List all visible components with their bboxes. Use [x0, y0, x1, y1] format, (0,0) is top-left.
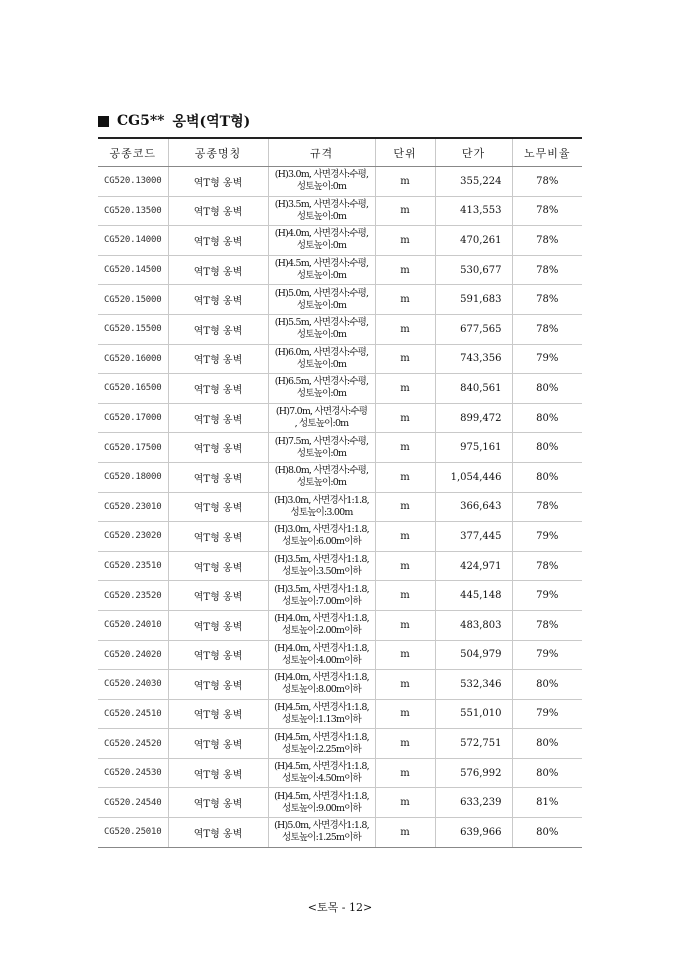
cell-price: 639,966	[435, 818, 512, 848]
cell-name: 역T형 옹벽	[168, 670, 268, 700]
table-row	[98, 344, 582, 374]
cell-price: 572,751	[435, 729, 512, 759]
cell-unit: m	[375, 492, 435, 522]
cell-name: 역T형 옹벽	[168, 344, 268, 374]
cell-name: 역T형 옹벽	[168, 374, 268, 404]
cell-price: 470,261	[435, 226, 512, 256]
cell-code: CG520.24010	[98, 610, 168, 640]
cell-price: 1,054,446	[435, 462, 512, 492]
table-row	[98, 374, 582, 404]
cell-spec: (H)3.5m, 사면경사:수평, 성토높이:0m	[268, 196, 375, 226]
cell-unit: m	[375, 581, 435, 611]
cell-price: 840,561	[435, 374, 512, 404]
header-unit: 단위	[375, 138, 435, 167]
header-labor-ratio: 노무비율	[512, 138, 582, 167]
cell-labor-ratio: 79%	[512, 581, 582, 611]
cell-name: 역T형 옹벽	[168, 640, 268, 670]
cell-price: 677,565	[435, 314, 512, 344]
cell-labor-ratio: 79%	[512, 640, 582, 670]
cell-code: CG520.13500	[98, 196, 168, 226]
cell-name: 역T형 옹벽	[168, 758, 268, 788]
table-row	[98, 462, 582, 492]
cell-price: 591,683	[435, 285, 512, 315]
table-row	[98, 699, 582, 729]
cell-unit: m	[375, 551, 435, 581]
cell-unit: m	[375, 818, 435, 848]
cell-price: 743,356	[435, 344, 512, 374]
cell-unit: m	[375, 640, 435, 670]
cell-price: 530,677	[435, 255, 512, 285]
table-row	[98, 581, 582, 611]
cell-name: 역T형 옹벽	[168, 551, 268, 581]
header-spec: 규격	[268, 138, 375, 167]
cell-code: CG520.17500	[98, 433, 168, 463]
cell-name: 역T형 옹벽	[168, 581, 268, 611]
cell-price: 355,224	[435, 167, 512, 197]
cell-spec: (H)4.0m, 사면경사1:1.8, 성토높이:8.00m이하	[268, 670, 375, 700]
cell-code: CG520.16500	[98, 374, 168, 404]
cell-labor-ratio: 80%	[512, 729, 582, 759]
cell-labor-ratio: 78%	[512, 167, 582, 197]
cell-spec: (H)6.0m, 사면경사:수평, 성토높이:0m	[268, 344, 375, 374]
cell-unit: m	[375, 344, 435, 374]
cell-name: 역T형 옹벽	[168, 818, 268, 848]
cell-labor-ratio: 79%	[512, 699, 582, 729]
cell-price: 504,979	[435, 640, 512, 670]
cell-spec: (H)3.0m, 사면경사1:1.8, 성토높이:3.00m	[268, 492, 375, 522]
cell-labor-ratio: 78%	[512, 492, 582, 522]
cell-price: 445,148	[435, 581, 512, 611]
cell-name: 역T형 옹벽	[168, 196, 268, 226]
table-row	[98, 167, 582, 197]
cell-code: CG520.24510	[98, 699, 168, 729]
cell-code: CG520.23020	[98, 522, 168, 552]
cell-price: 413,553	[435, 196, 512, 226]
cell-spec: (H)5.0m, 사면경사1:1.8, 성토높이:1.25m이하	[268, 818, 375, 848]
cell-spec: (H)4.5m, 사면경사1:1.8, 성토높이:4.50m이하	[268, 758, 375, 788]
table-row	[98, 610, 582, 640]
table-row	[98, 314, 582, 344]
cell-code: CG520.24020	[98, 640, 168, 670]
cell-spec: (H)3.5m, 사면경사1:1.8, 성토높이:7.00m이하	[268, 581, 375, 611]
cell-labor-ratio: 80%	[512, 403, 582, 433]
section-name: 옹벽(역T형)	[172, 114, 251, 130]
table-row	[98, 758, 582, 788]
cell-unit: m	[375, 522, 435, 552]
cell-code: CG520.25010	[98, 818, 168, 848]
cell-code: CG520.14500	[98, 255, 168, 285]
cell-spec: (H)4.5m, 사면경사1:1.8, 성토높이:1.13m이하	[268, 699, 375, 729]
cell-unit: m	[375, 699, 435, 729]
cell-labor-ratio: 80%	[512, 462, 582, 492]
section-code: CG5**	[117, 113, 165, 129]
cell-labor-ratio: 78%	[512, 314, 582, 344]
cell-unit: m	[375, 758, 435, 788]
cell-name: 역T형 옹벽	[168, 462, 268, 492]
cell-labor-ratio: 80%	[512, 374, 582, 404]
header-code: 공종코드	[98, 138, 168, 167]
cell-name: 역T형 옹벽	[168, 226, 268, 256]
cell-spec: (H)4.5m, 사면경사1:1.8, 성토높이:2.25m이하	[268, 729, 375, 759]
cell-code: CG520.24530	[98, 758, 168, 788]
cell-spec: (H)4.5m, 사면경사:수평, 성토높이:0m	[268, 255, 375, 285]
cell-unit: m	[375, 433, 435, 463]
cell-code: CG520.23510	[98, 551, 168, 581]
cell-code: CG520.14000	[98, 226, 168, 256]
table-row	[98, 522, 582, 552]
cell-price: 377,445	[435, 522, 512, 552]
cell-spec: (H)3.5m, 사면경사1:1.8, 성토높이:3.50m이하	[268, 551, 375, 581]
cell-unit: m	[375, 226, 435, 256]
cell-code: CG520.13000	[98, 167, 168, 197]
cell-labor-ratio: 78%	[512, 551, 582, 581]
cell-unit: m	[375, 610, 435, 640]
cell-name: 역T형 옹벽	[168, 522, 268, 552]
table-row	[98, 255, 582, 285]
cell-labor-ratio: 78%	[512, 226, 582, 256]
cell-spec: (H)4.0m, 사면경사1:1.8, 성토높이:4.00m이하	[268, 640, 375, 670]
cell-price: 424,971	[435, 551, 512, 581]
table-body	[98, 167, 582, 848]
cell-code: CG520.15000	[98, 285, 168, 315]
cell-price: 899,472	[435, 403, 512, 433]
cell-name: 역T형 옹벽	[168, 492, 268, 522]
square-bullet-icon	[98, 116, 109, 127]
cell-name: 역T형 옹벽	[168, 729, 268, 759]
table-row	[98, 818, 582, 848]
cell-spec: (H)7.5m, 사면경사:수평, 성토높이:0m	[268, 433, 375, 463]
table-row	[98, 226, 582, 256]
cell-unit: m	[375, 255, 435, 285]
cell-spec: (H)4.0m, 사면경사1:1.8, 성토높이:2.00m이하	[268, 610, 375, 640]
cell-labor-ratio: 79%	[512, 522, 582, 552]
table-row	[98, 729, 582, 759]
table-row	[98, 433, 582, 463]
cell-name: 역T형 옹벽	[168, 788, 268, 818]
cell-labor-ratio: 81%	[512, 788, 582, 818]
cell-spec: (H)5.0m, 사면경사:수평, 성토높이:0m	[268, 285, 375, 315]
table-row	[98, 670, 582, 700]
cell-spec: (H)4.0m, 사면경사:수평, 성토높이:0m	[268, 226, 375, 256]
header-name: 공종명칭	[168, 138, 268, 167]
cell-name: 역T형 옹벽	[168, 610, 268, 640]
cell-spec: (H)3.0m, 사면경사:수평, 성토높이:0m	[268, 167, 375, 197]
cell-name: 역T형 옹벽	[168, 314, 268, 344]
cell-name: 역T형 옹벽	[168, 285, 268, 315]
cell-name: 역T형 옹벽	[168, 699, 268, 729]
cell-labor-ratio: 80%	[512, 433, 582, 463]
cell-price: 366,643	[435, 492, 512, 522]
table-row	[98, 285, 582, 315]
cell-unit: m	[375, 670, 435, 700]
cell-labor-ratio: 78%	[512, 285, 582, 315]
unit-price-table	[98, 137, 582, 848]
cell-name: 역T형 옹벽	[168, 433, 268, 463]
cell-spec: (H)5.5m, 사면경사:수평, 성토높이:0m	[268, 314, 375, 344]
cell-unit: m	[375, 462, 435, 492]
cell-spec: (H)8.0m, 사면경사:수평, 성토높이:0m	[268, 462, 375, 492]
table-row	[98, 196, 582, 226]
cell-labor-ratio: 79%	[512, 344, 582, 374]
cell-code: CG520.15500	[98, 314, 168, 344]
section-title	[98, 111, 250, 131]
cell-labor-ratio: 78%	[512, 255, 582, 285]
cell-spec: (H)6.5m, 사면경사:수평, 성토높이:0m	[268, 374, 375, 404]
cell-code: CG520.24030	[98, 670, 168, 700]
cell-labor-ratio: 78%	[512, 196, 582, 226]
cell-code: CG520.17000	[98, 403, 168, 433]
cell-unit: m	[375, 285, 435, 315]
cell-labor-ratio: 78%	[512, 610, 582, 640]
header-price: 단가	[435, 138, 512, 167]
cell-spec: (H)4.5m, 사면경사1:1.8, 성토높이:9.00m이하	[268, 788, 375, 818]
cell-code: CG520.23520	[98, 581, 168, 611]
cell-price: 633,239	[435, 788, 512, 818]
cell-price: 551,010	[435, 699, 512, 729]
cell-name: 역T형 옹벽	[168, 403, 268, 433]
cell-unit: m	[375, 196, 435, 226]
page-number: <토목 - 12>	[307, 901, 373, 914]
table-row	[98, 788, 582, 818]
cell-unit: m	[375, 167, 435, 197]
cell-unit: m	[375, 314, 435, 344]
cell-code: CG520.23010	[98, 492, 168, 522]
cell-code: CG520.18000	[98, 462, 168, 492]
cell-unit: m	[375, 729, 435, 759]
table-row	[98, 492, 582, 522]
table-row	[98, 640, 582, 670]
cell-labor-ratio: 80%	[512, 818, 582, 848]
cell-unit: m	[375, 403, 435, 433]
cell-unit: m	[375, 374, 435, 404]
cell-code: CG520.24520	[98, 729, 168, 759]
cell-labor-ratio: 80%	[512, 670, 582, 700]
cell-code: CG520.16000	[98, 344, 168, 374]
table-row	[98, 551, 582, 581]
table-header-row	[98, 138, 582, 167]
cell-name: 역T형 옹벽	[168, 255, 268, 285]
cell-unit: m	[375, 788, 435, 818]
cell-spec: (H)3.0m, 사면경사1:1.8, 성토높이:6.00m이하	[268, 522, 375, 552]
cell-price: 576,992	[435, 758, 512, 788]
cell-price: 532,346	[435, 670, 512, 700]
cell-price: 975,161	[435, 433, 512, 463]
cell-code: CG520.24540	[98, 788, 168, 818]
table-row	[98, 403, 582, 433]
cell-name: 역T형 옹벽	[168, 167, 268, 197]
cell-price: 483,803	[435, 610, 512, 640]
cell-spec: (H)7.0m, 사면경사:수평 , 성토높이:0m	[268, 403, 375, 433]
cell-labor-ratio: 80%	[512, 758, 582, 788]
